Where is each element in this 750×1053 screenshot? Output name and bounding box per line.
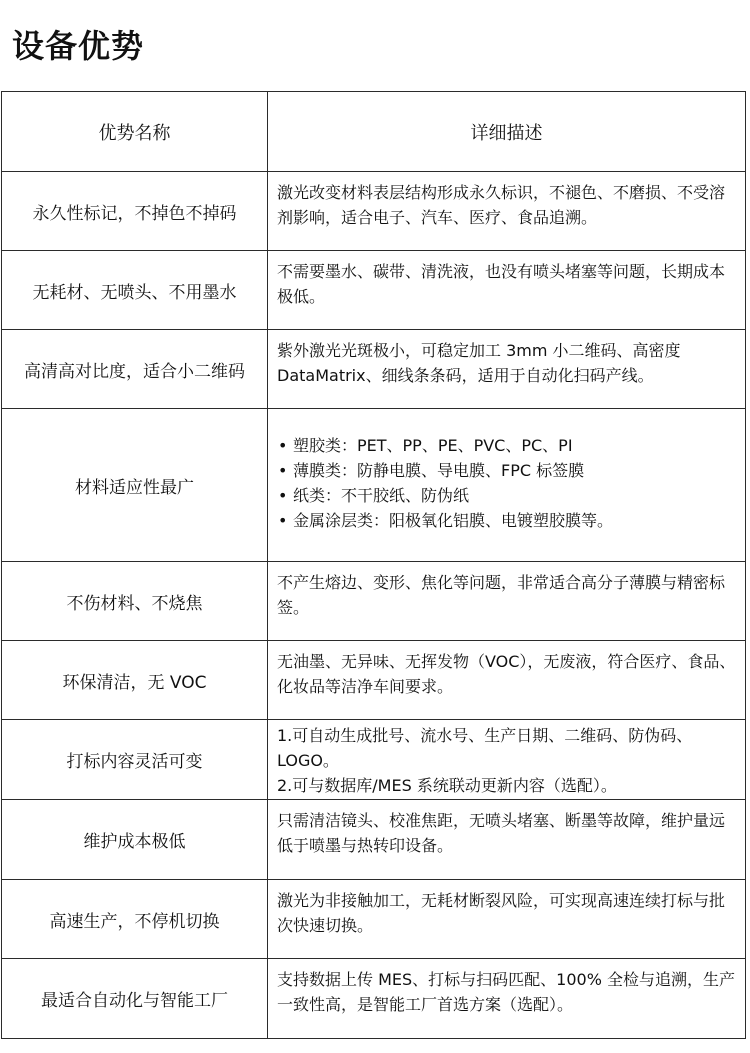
advantage-description: 不产生熔边、变形、焦化等问题，非常适合高分子薄膜与精密标签。 [268,562,746,641]
header-detail-description: 详细描述 [268,92,746,172]
table-row [2,409,746,562]
table-row [2,562,746,641]
table-header-row [2,92,746,172]
table-row [2,800,746,880]
page-title: 设备优势 [12,27,145,65]
list-item: • 纸类：不干胶纸、防伪纸 [277,483,739,508]
advantage-name: 环保清洁，无 VOC [2,641,268,720]
advantage-name: 维护成本极低 [2,800,268,880]
list-item: • 塑胶类：PET、PP、PE、PVC、PC、PI [277,433,739,458]
advantage-description: 激光为非接触加工，无耗材断裂风险，可实现高速连续打标与批次快速切换。 [268,880,746,959]
table-row [2,172,746,251]
advantage-description: 支持数据上传 MES、打标与扫码匹配、100% 全检与追溯，生产一致性高，是智能工厂首选方案（选配）。 [268,959,746,1039]
advantage-description: 紫外激光光斑极小，可稳定加工 3mm 小二维码、高密度 DataMatrix、细线条条码，适用于自动化扫码产线。 [268,330,746,409]
table-row [2,251,746,330]
advantage-name: 永久性标记，不掉色不掉码 [2,172,268,251]
table-row [2,641,746,720]
table-row [2,720,746,800]
material-list [277,433,739,533]
advantage-name: 不伤材料、不烧焦 [2,562,268,641]
list-item: 1.可自动生成批号、流水号、生产日期、二维码、防伪码、LOGO。 [277,726,693,770]
header-advantage-name: 优势名称 [2,92,268,172]
advantage-name: 无耗材、无喷头、不用墨水 [2,251,268,330]
advantage-name: 高清高对比度，适合小二维码 [2,330,268,409]
advantage-description [268,720,746,800]
advantage-description: 不需要墨水、碳带、清洗液，也没有喷头堵塞等问题，长期成本极低。 [268,251,746,330]
list-item: • 金属涂层类：阳极氧化铝膜、电镀塑胶膜等。 [277,508,739,533]
advantages-table [1,91,746,1039]
advantage-name: 高速生产，不停机切换 [2,880,268,959]
advantage-name: 打标内容灵活可变 [2,720,268,800]
table-row [2,330,746,409]
advantage-description: 激光改变材料表层结构形成永久标识，不褪色、不磨损、不受溶剂影响，适合电子、汽车、医疗、食品追溯。 [268,172,746,251]
list-item: 2.可与数据库/MES 系统联动更新内容（选配）。 [277,776,617,795]
advantage-name: 材料适应性最广 [2,409,268,562]
table-row [2,880,746,959]
advantage-name: 最适合自动化与智能工厂 [2,959,268,1039]
content-list [277,723,739,798]
advantage-description [268,409,746,562]
list-item: • 薄膜类：防静电膜、导电膜、FPC 标签膜 [277,458,739,483]
advantage-description: 无油墨、无异味、无挥发物（VOC），无废液，符合医疗、食品、化妆品等洁净车间要求。 [268,641,746,720]
advantage-description: 只需清洁镜头、校准焦距，无喷头堵塞、断墨等故障，维护量远低于喷墨与热转印设备。 [268,800,746,880]
table-row [2,959,746,1039]
